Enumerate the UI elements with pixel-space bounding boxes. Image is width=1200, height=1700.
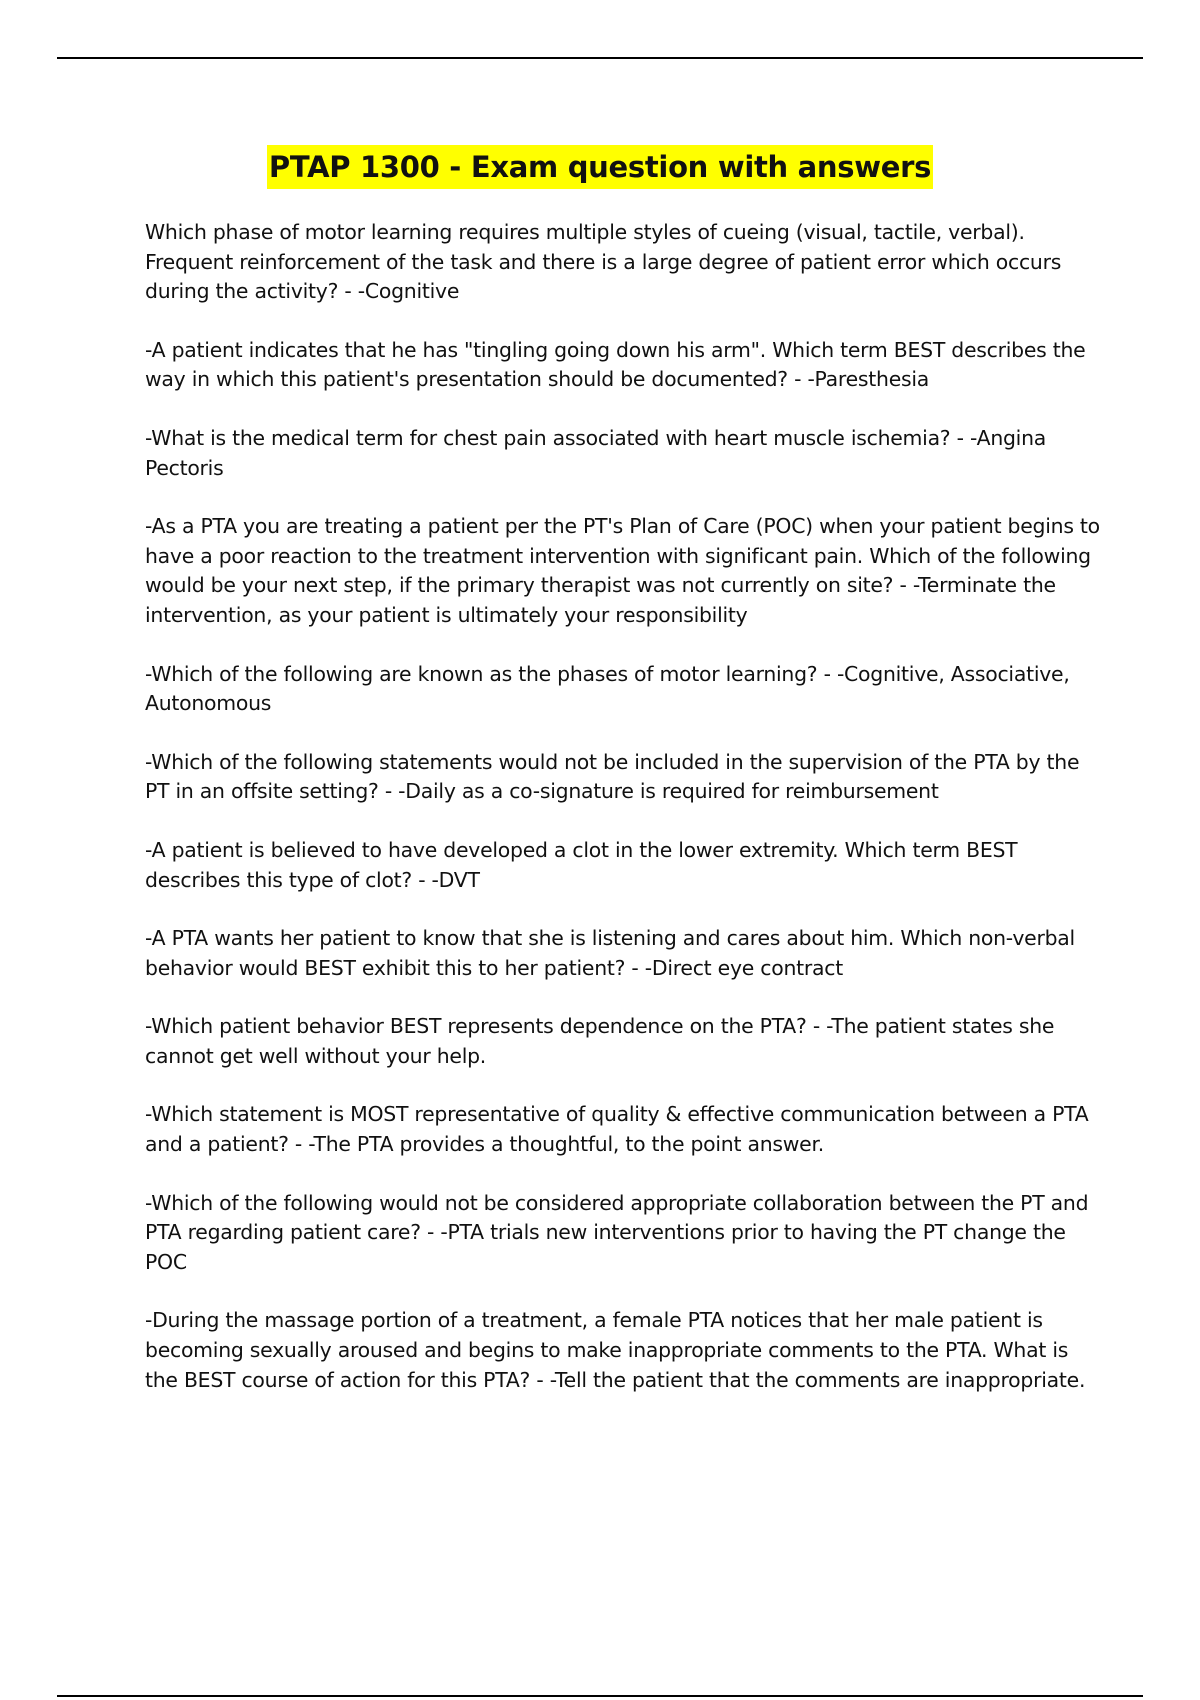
footer-rule — [57, 1695, 1143, 1697]
qa-item-10: -Which statement is MOST representative of quality & effective communication between a PTA and a patient? - -The PTA provides a thoughtful, to the point answer. — [145, 1102, 1089, 1157]
document-body — [145, 218, 1105, 1424]
header-rule — [57, 57, 1143, 59]
qa-item-7: -A patient is believed to have developed a clot in the lower extremity. Which term BEST describes this type of clot? - -DVT — [145, 837, 1018, 892]
qa-item-3: -What is the medical term for chest pain associated with heart muscle ischemia? - -Angina Pectoris — [145, 425, 1047, 480]
document-title: PTAP 1300 - Exam question with answers — [267, 145, 933, 189]
qa-item-11: -Which of the following would not be considered appropriate collaboration between the PT and PTA regarding patient care? - -PTA trials new interventions prior to having the PT change the POC — [145, 1190, 1089, 1274]
qa-item-12: -During the massage portion of a treatment, a female PTA notices that her male patient is becoming sexually aroused and begins to make inappropriate comments to the PTA. What is the BEST course of action for this PTA? - -Tell the patient that the comments are inappropriate. — [145, 1308, 1086, 1392]
qa-item-2: -A patient indicates that he has "tingling going down his arm". Which term BEST describes the way in which this patient's presentation should be documented? - -Paresthesia — [145, 337, 1086, 392]
qa-item-8: -A PTA wants her patient to know that she is listening and cares about him. Which non-verbal behavior would BEST exhibit this to her patient? - -Direct eye contract — [145, 926, 1075, 980]
qa-item-5: -Which of the following are known as the phases of motor learning? - -Cognitive, Associative, Autonomous — [145, 661, 1070, 716]
qa-item-1: Which phase of motor learning requires multiple styles of cueing (visual, tactile, verbal). Frequent reinforcement of the task and there is a large degree of patient error which occurs during the activity? - -Cognitive — [145, 220, 1062, 304]
qa-item-6: -Which of the following statements would not be included in the supervision of the PTA by the PT in an offsite setting? - -Daily as a co-signature is required for reimbursement — [145, 749, 1080, 804]
title-container — [0, 145, 1200, 189]
qa-item-4: -As a PTA you are treating a patient per the PT's Plan of Care (POC) when your patient begins to have a poor reaction to the treatment intervention with significant pain. Which of the following would be your next step, if the primary therapist was not currently on site? - -Terminate the intervention, as your patient is ultimately your responsibility — [145, 514, 1100, 627]
qa-item-9: -Which patient behavior BEST represents dependence on the PTA? - -The patient states she cannot get well without your help. — [145, 1014, 1055, 1068]
